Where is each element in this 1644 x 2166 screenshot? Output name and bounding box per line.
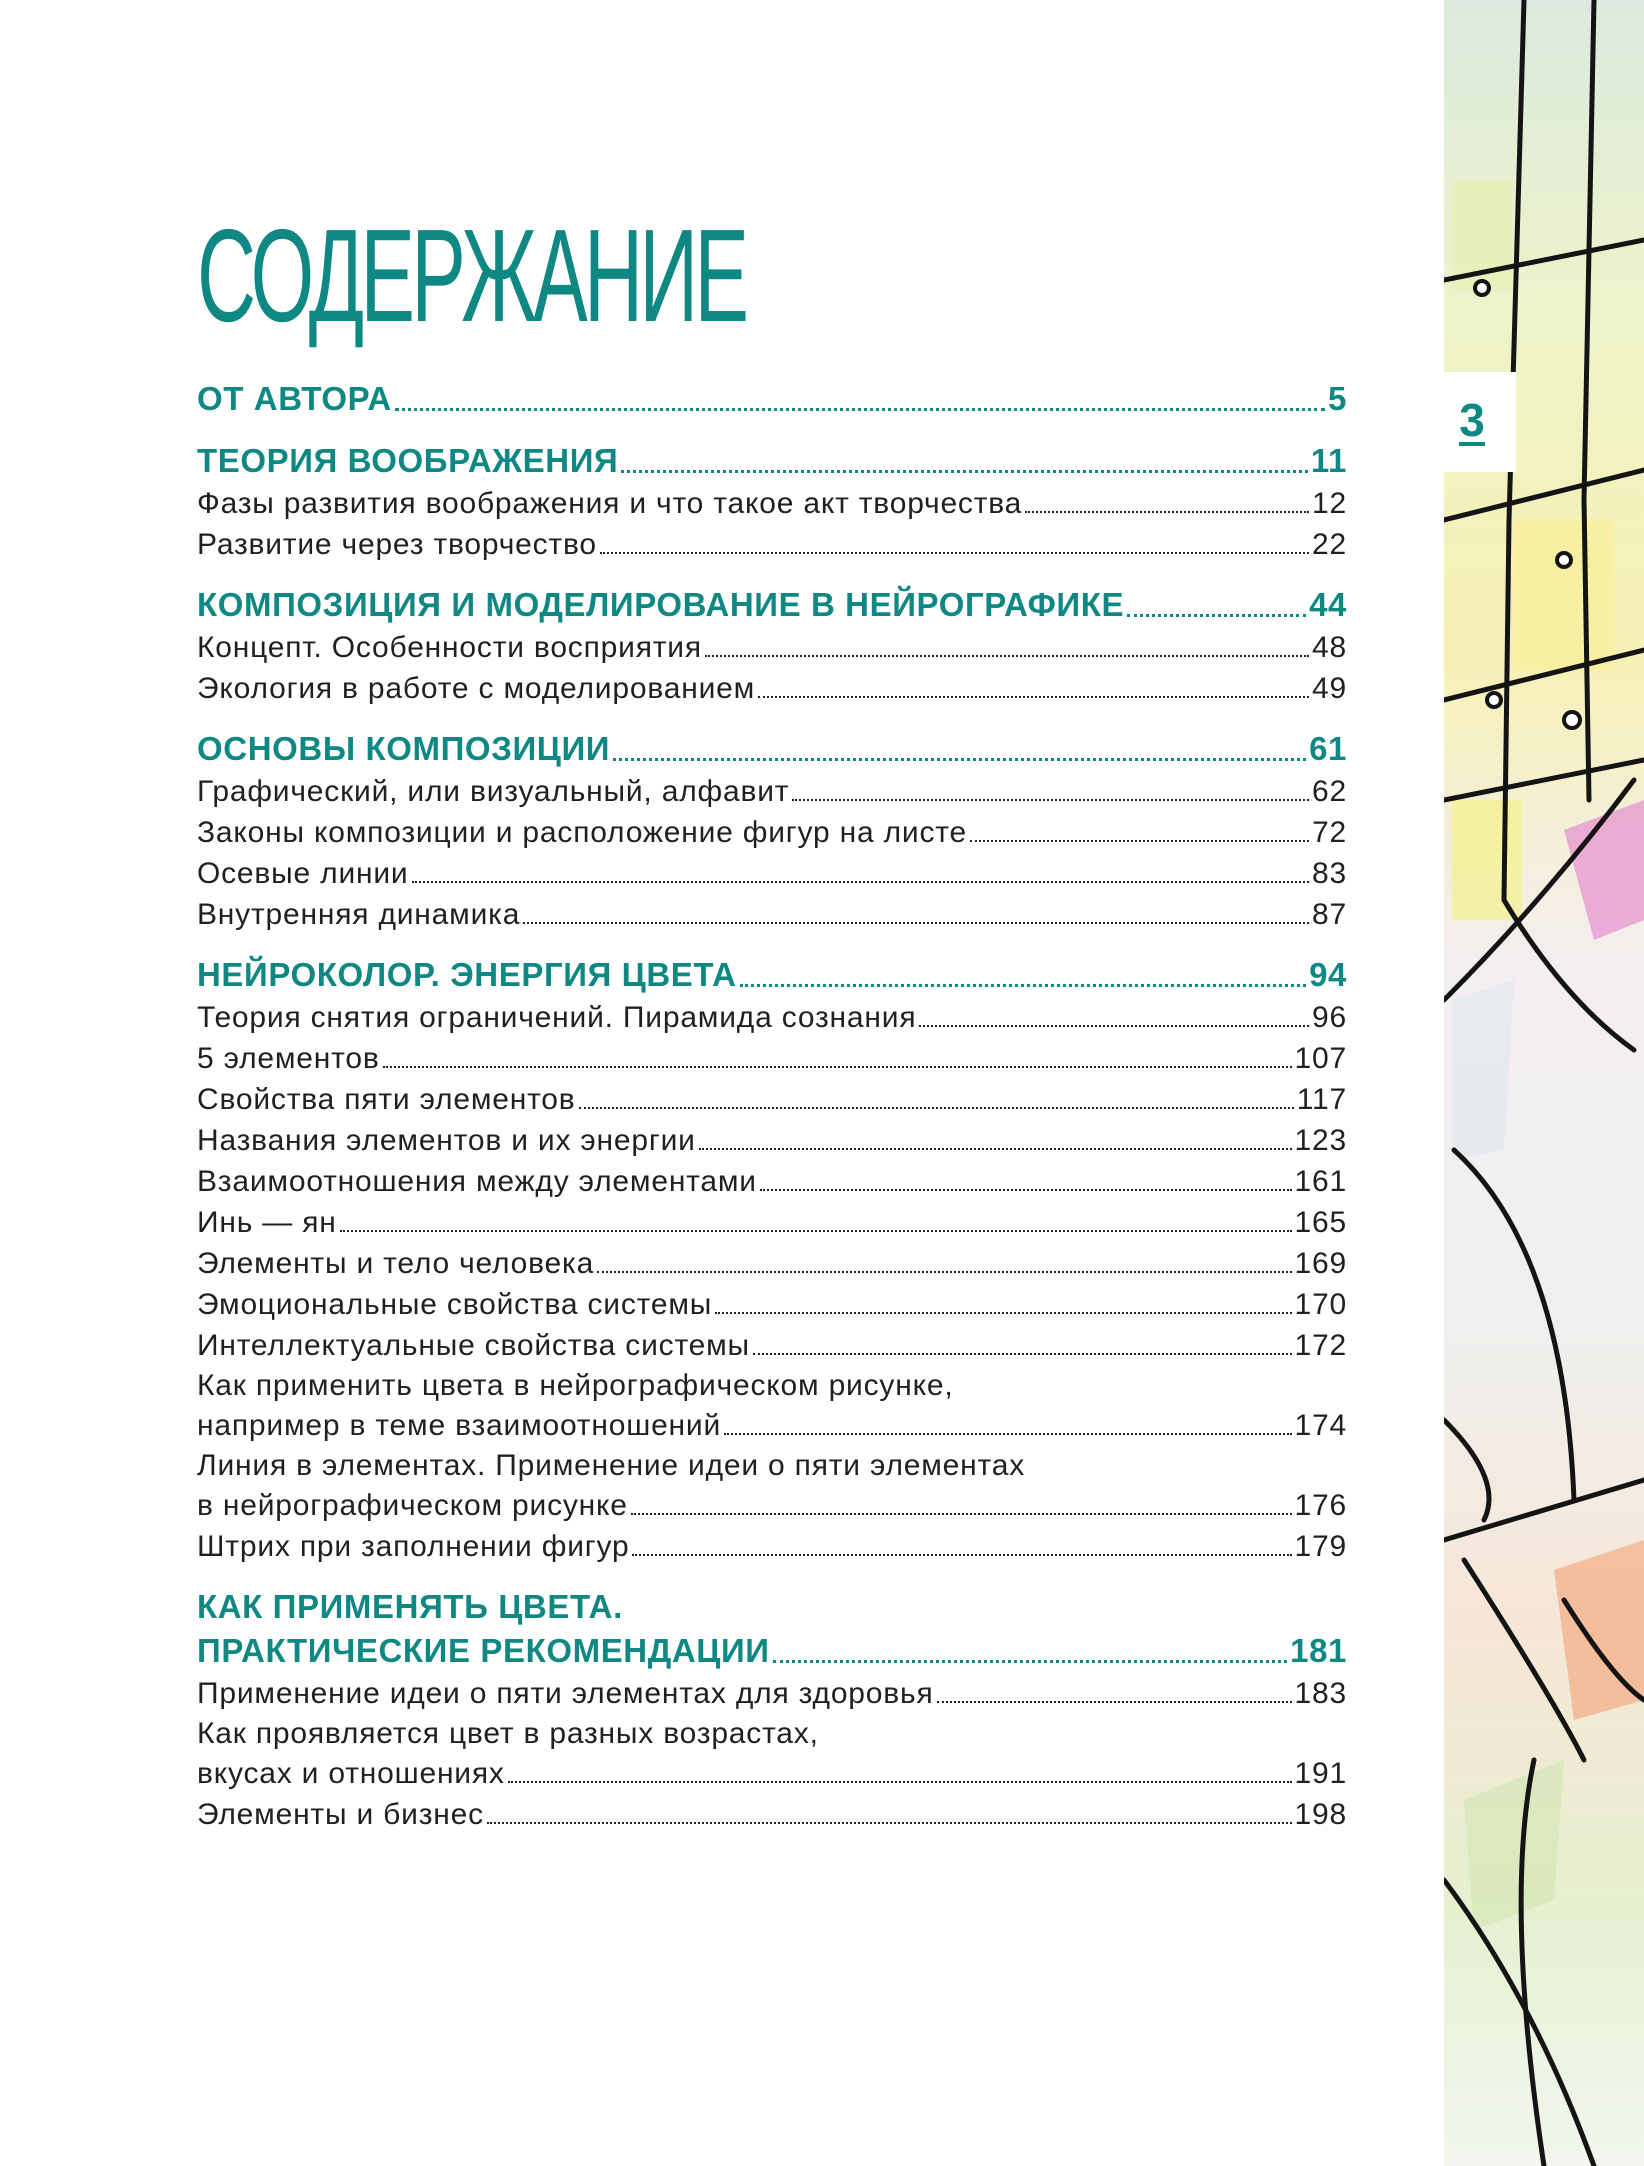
dot-leader bbox=[613, 758, 1306, 761]
toc-entry[interactable] bbox=[197, 1794, 1347, 1835]
toc-entry[interactable] bbox=[197, 894, 1347, 935]
page-ref: 72 bbox=[1312, 816, 1347, 849]
dot-leader bbox=[753, 1353, 1292, 1355]
chapter-heading[interactable] bbox=[197, 1629, 1347, 1673]
page-ref: 170 bbox=[1294, 1288, 1347, 1321]
chapter-title: НЕЙРОКОЛОР. ЭНЕРГИЯ ЦВЕТА bbox=[197, 956, 737, 993]
entry-title: Экология в работе с моделированием bbox=[197, 672, 756, 705]
page-number-tab bbox=[1428, 372, 1516, 472]
entry-title: Графический, или визуальный, алфавит bbox=[197, 775, 790, 808]
dot-leader bbox=[579, 1107, 1294, 1109]
dot-leader bbox=[621, 470, 1308, 473]
page-number: 3 bbox=[1459, 394, 1485, 446]
dot-leader bbox=[758, 696, 1309, 698]
dot-leader bbox=[715, 1312, 1291, 1314]
page-ref: 169 bbox=[1294, 1247, 1347, 1280]
chapter-heading-line: КАК ПРИМЕНЯТЬ ЦВЕТА. bbox=[197, 1588, 623, 1625]
toc-entry-line: Линия в элементах. Применение идеи о пяти элементах bbox=[197, 1449, 1025, 1482]
entry-title: Элементы и бизнес bbox=[197, 1798, 484, 1831]
toc-section bbox=[197, 439, 1347, 565]
entry-title: Названия элементов и их энергии bbox=[197, 1124, 696, 1157]
page-ref: 48 bbox=[1312, 631, 1347, 664]
toc-entry[interactable] bbox=[197, 524, 1347, 565]
toc-entry[interactable] bbox=[197, 997, 1347, 1038]
dot-leader bbox=[970, 840, 1309, 842]
page-ref: 11 bbox=[1310, 442, 1347, 479]
page-ref: 198 bbox=[1294, 1798, 1347, 1831]
toc-entry[interactable] bbox=[197, 1038, 1347, 1079]
entry-title: Взаимоотношения между элементами bbox=[197, 1165, 757, 1198]
dot-leader bbox=[792, 799, 1309, 801]
toc-entry[interactable] bbox=[197, 1325, 1347, 1366]
toc-entry[interactable] bbox=[197, 627, 1347, 668]
toc-section bbox=[197, 727, 1347, 935]
dot-leader bbox=[937, 1701, 1292, 1703]
toc-entry[interactable] bbox=[197, 771, 1347, 812]
entry-title: Законы композиции и расположение фигур на листе bbox=[197, 816, 967, 849]
entry-title: Фазы развития воображения и что такое акт творчества bbox=[197, 487, 1023, 520]
entry-title: Развитие через творчество bbox=[197, 528, 597, 561]
page-ref: 96 bbox=[1312, 1001, 1347, 1034]
page-ref: 183 bbox=[1294, 1677, 1347, 1710]
chapter-heading[interactable] bbox=[197, 377, 1347, 421]
page-ref: 61 bbox=[1309, 730, 1347, 767]
entry-title: Осевые линии bbox=[197, 857, 409, 890]
dot-leader bbox=[631, 1513, 1292, 1515]
page-ref: 94 bbox=[1309, 956, 1347, 993]
page-ref: 179 bbox=[1294, 1530, 1347, 1563]
page-ref: 117 bbox=[1296, 1083, 1347, 1116]
chapter-heading[interactable] bbox=[197, 439, 1347, 483]
entry-title: Концепт. Особенности восприятия bbox=[197, 631, 702, 664]
toc-entry[interactable] bbox=[197, 812, 1347, 853]
chapter-title: КОМПОЗИЦИЯ И МОДЕЛИРОВАНИЕ В НЕЙРОГРАФИКЕ bbox=[197, 586, 1125, 623]
page-ref: 49 bbox=[1312, 672, 1347, 705]
toc-entry[interactable] bbox=[197, 1079, 1347, 1120]
toc-list bbox=[197, 377, 1347, 1835]
dot-leader bbox=[919, 1025, 1309, 1027]
entry-title: например в теме взаимоотношений bbox=[197, 1409, 722, 1442]
dot-leader bbox=[760, 1189, 1292, 1191]
entry-title: в нейрографическом рисунке bbox=[197, 1489, 628, 1522]
dot-leader bbox=[632, 1554, 1291, 1556]
dot-leader bbox=[340, 1230, 1292, 1232]
page-ref: 176 bbox=[1294, 1489, 1347, 1522]
entry-title: 5 элементов bbox=[197, 1042, 380, 1075]
toc-section bbox=[197, 953, 1347, 1567]
page-ref: 161 bbox=[1294, 1165, 1347, 1198]
page-ref: 12 bbox=[1312, 487, 1347, 520]
entry-title: Инь — ян bbox=[197, 1206, 337, 1239]
entry-title: вкусах и отношениях bbox=[197, 1757, 505, 1790]
entry-title: Штрих при заполнении фигур bbox=[197, 1530, 630, 1563]
dot-leader bbox=[705, 655, 1309, 657]
toc-section bbox=[197, 377, 1347, 421]
page-ref: 181 bbox=[1290, 1632, 1347, 1669]
page-ref: 172 bbox=[1294, 1329, 1347, 1362]
chapter-heading[interactable] bbox=[197, 583, 1347, 627]
page-ref: 87 bbox=[1312, 898, 1347, 931]
table-of-contents bbox=[197, 202, 1347, 1853]
toc-entry[interactable] bbox=[197, 1120, 1347, 1161]
page-ref: 62 bbox=[1312, 775, 1347, 808]
toc-entry-line: Как проявляется цвет в разных возрастах, bbox=[197, 1717, 819, 1750]
page-ref: 22 bbox=[1312, 528, 1347, 561]
dot-leader bbox=[383, 1066, 1292, 1068]
toc-entry[interactable] bbox=[197, 853, 1347, 894]
chapter-title: ОТ АВТОРА bbox=[197, 380, 392, 417]
dot-leader bbox=[699, 1148, 1292, 1150]
entry-title: Эмоциональные свойства системы bbox=[197, 1288, 713, 1321]
dot-leader bbox=[597, 1271, 1291, 1273]
chapter-heading[interactable] bbox=[197, 953, 1347, 997]
toc-entry[interactable] bbox=[197, 1673, 1347, 1714]
toc-entry[interactable] bbox=[197, 1405, 1347, 1446]
chapter-title: ОСНОВЫ КОМПОЗИЦИИ bbox=[197, 730, 611, 767]
page-ref: 83 bbox=[1312, 857, 1347, 890]
page-ref: 5 bbox=[1328, 380, 1347, 417]
toc-section bbox=[197, 583, 1347, 709]
dot-leader bbox=[724, 1433, 1291, 1435]
entry-title: Внутренняя динамика bbox=[197, 898, 521, 931]
chapter-title: ПРАКТИЧЕСКИЕ РЕКОМЕНДАЦИИ bbox=[197, 1632, 770, 1669]
toc-section bbox=[197, 1585, 1347, 1835]
toc-entry[interactable] bbox=[197, 483, 1347, 524]
page-ref: 44 bbox=[1309, 586, 1347, 623]
entry-title: Интеллектуальные свойства системы bbox=[197, 1329, 750, 1362]
dot-leader bbox=[395, 408, 1325, 411]
dot-leader bbox=[1127, 614, 1306, 617]
page-ref: 191 bbox=[1294, 1757, 1347, 1790]
entry-title: Элементы и тело человека bbox=[197, 1247, 595, 1280]
dot-leader bbox=[1025, 511, 1309, 513]
entry-title: Свойства пяти элементов bbox=[197, 1083, 576, 1116]
toc-entry[interactable] bbox=[197, 1284, 1347, 1325]
dot-leader bbox=[523, 922, 1309, 924]
page-ref: 165 bbox=[1294, 1206, 1347, 1239]
dot-leader bbox=[740, 984, 1307, 987]
entry-title: Применение идеи о пяти элементах для здоровья bbox=[197, 1677, 934, 1710]
dot-leader bbox=[773, 1660, 1288, 1663]
chapter-title: ТЕОРИЯ ВООБРАЖЕНИЯ bbox=[197, 442, 619, 479]
entry-title: Теория снятия ограничений. Пирамида сознания bbox=[197, 1001, 917, 1034]
decorative-artwork bbox=[1444, 0, 1644, 2166]
page-ref: 123 bbox=[1294, 1124, 1347, 1157]
toc-entry-line: Как применить цвета в нейрографическом рисунке, bbox=[197, 1369, 954, 1402]
dot-leader bbox=[508, 1781, 1292, 1783]
dot-leader bbox=[600, 552, 1309, 554]
toc-entry[interactable] bbox=[197, 1485, 1347, 1526]
dot-leader bbox=[412, 881, 1310, 883]
toc-entry[interactable] bbox=[197, 1243, 1347, 1284]
page-ref: 174 bbox=[1294, 1409, 1347, 1442]
toc-entry[interactable] bbox=[197, 1526, 1347, 1567]
dot-leader bbox=[487, 1822, 1292, 1824]
toc-entry[interactable] bbox=[197, 1161, 1347, 1202]
page-ref: 107 bbox=[1294, 1042, 1347, 1075]
page-title: СОДЕРЖАНИЕ bbox=[197, 202, 746, 349]
toc-entry[interactable] bbox=[197, 668, 1347, 709]
toc-entry[interactable] bbox=[197, 1202, 1347, 1243]
toc-entry[interactable] bbox=[197, 1753, 1347, 1794]
chapter-heading[interactable] bbox=[197, 727, 1347, 771]
